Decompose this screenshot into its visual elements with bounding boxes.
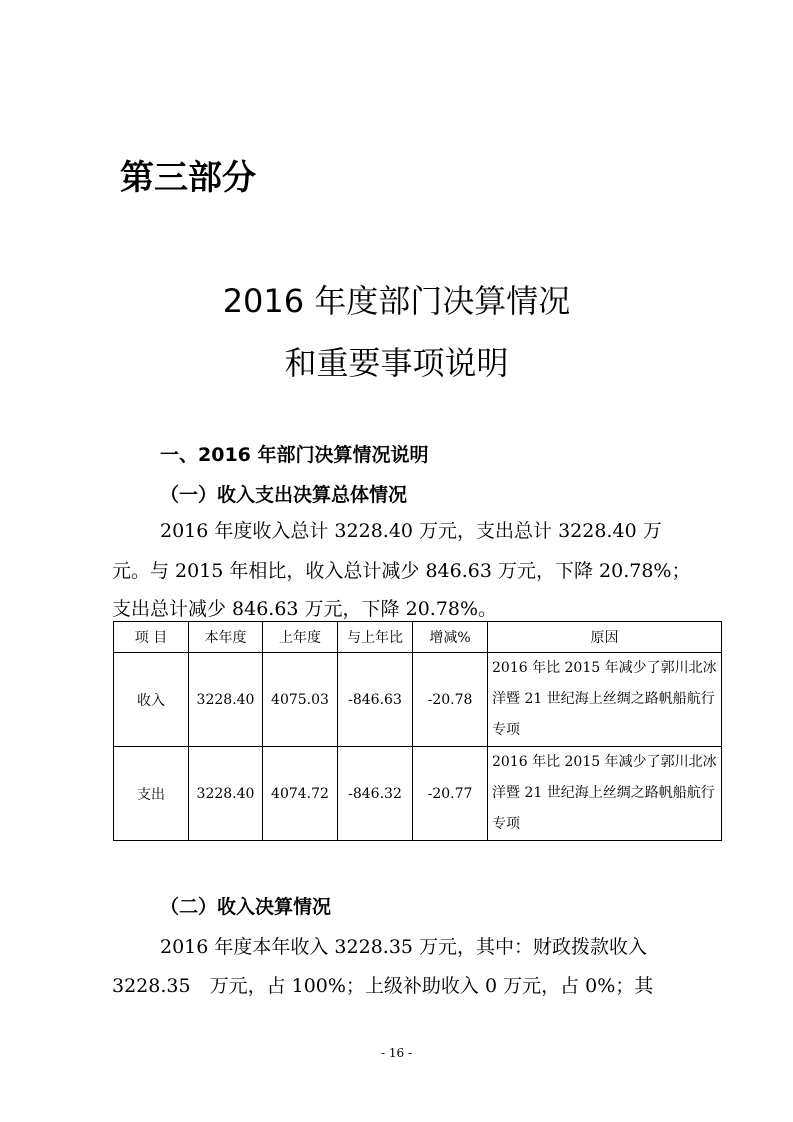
cell-reason: 2016 年比 2015 年减少了郭川北冰洋暨 21 世纪海上丝绸之路帆船航行专项 <box>488 747 722 841</box>
paragraph1-line2: 元。与 2015 年相比，收入总计减少 846.63 万元，下降 20.78%； <box>112 560 691 582</box>
subsection1-heading: （一）收入支出决算总体情况 <box>160 484 408 506</box>
cell-change: -846.63 <box>338 653 413 747</box>
section1-heading: 一、2016 年部门决算情况说明 <box>160 444 429 466</box>
paragraph2-line1: 2016 年度本年收入 3228.35 万元，其中：财政拨款收入 <box>160 936 648 958</box>
cell-reason: 2016 年比 2015 年减少了郭川北冰洋暨 21 世纪海上丝绸之路帆船航行专项 <box>488 653 722 747</box>
header-reason: 原因 <box>488 622 722 653</box>
table-row <box>114 747 722 841</box>
header-change-percent: 增减% <box>413 622 488 653</box>
row-label: 收入 <box>114 653 189 747</box>
page-number: - 16 - <box>380 1046 412 1060</box>
cell-change: -846.32 <box>338 747 413 841</box>
document-title-line1: 2016 年度部门决算情况 <box>222 282 571 320</box>
table-row <box>114 653 722 747</box>
header-current-year: 本年度 <box>189 622 263 653</box>
part-title: 第三部分 <box>120 158 256 198</box>
cell-previous-year: 4075.03 <box>263 653 338 747</box>
paragraph2-line2: 3228.35 万元，占 100%；上级补助收入 0 万元，占 0%；其 <box>112 975 654 997</box>
income-expense-table <box>113 621 722 841</box>
header-item: 项 目 <box>114 622 189 653</box>
table-header-row <box>114 622 722 653</box>
header-previous-year: 上年度 <box>263 622 338 653</box>
paragraph1-line3: 支出总计减少 846.63 万元，下降 20.78%。 <box>112 598 498 620</box>
cell-change-percent: -20.78 <box>413 653 488 747</box>
paragraph1-line1: 2016 年度收入总计 3228.40 万元，支出总计 3228.40 万 <box>160 520 662 542</box>
document-title-line2: 和重要事项说明 <box>284 344 509 382</box>
cell-current-year: 3228.40 <box>189 653 263 747</box>
header-change: 与上年比 <box>338 622 413 653</box>
row-label: 支出 <box>114 747 189 841</box>
cell-current-year: 3228.40 <box>189 747 263 841</box>
cell-previous-year: 4074.72 <box>263 747 338 841</box>
cell-change-percent: -20.77 <box>413 747 488 841</box>
subsection2-heading: （二）收入决算情况 <box>160 896 332 918</box>
